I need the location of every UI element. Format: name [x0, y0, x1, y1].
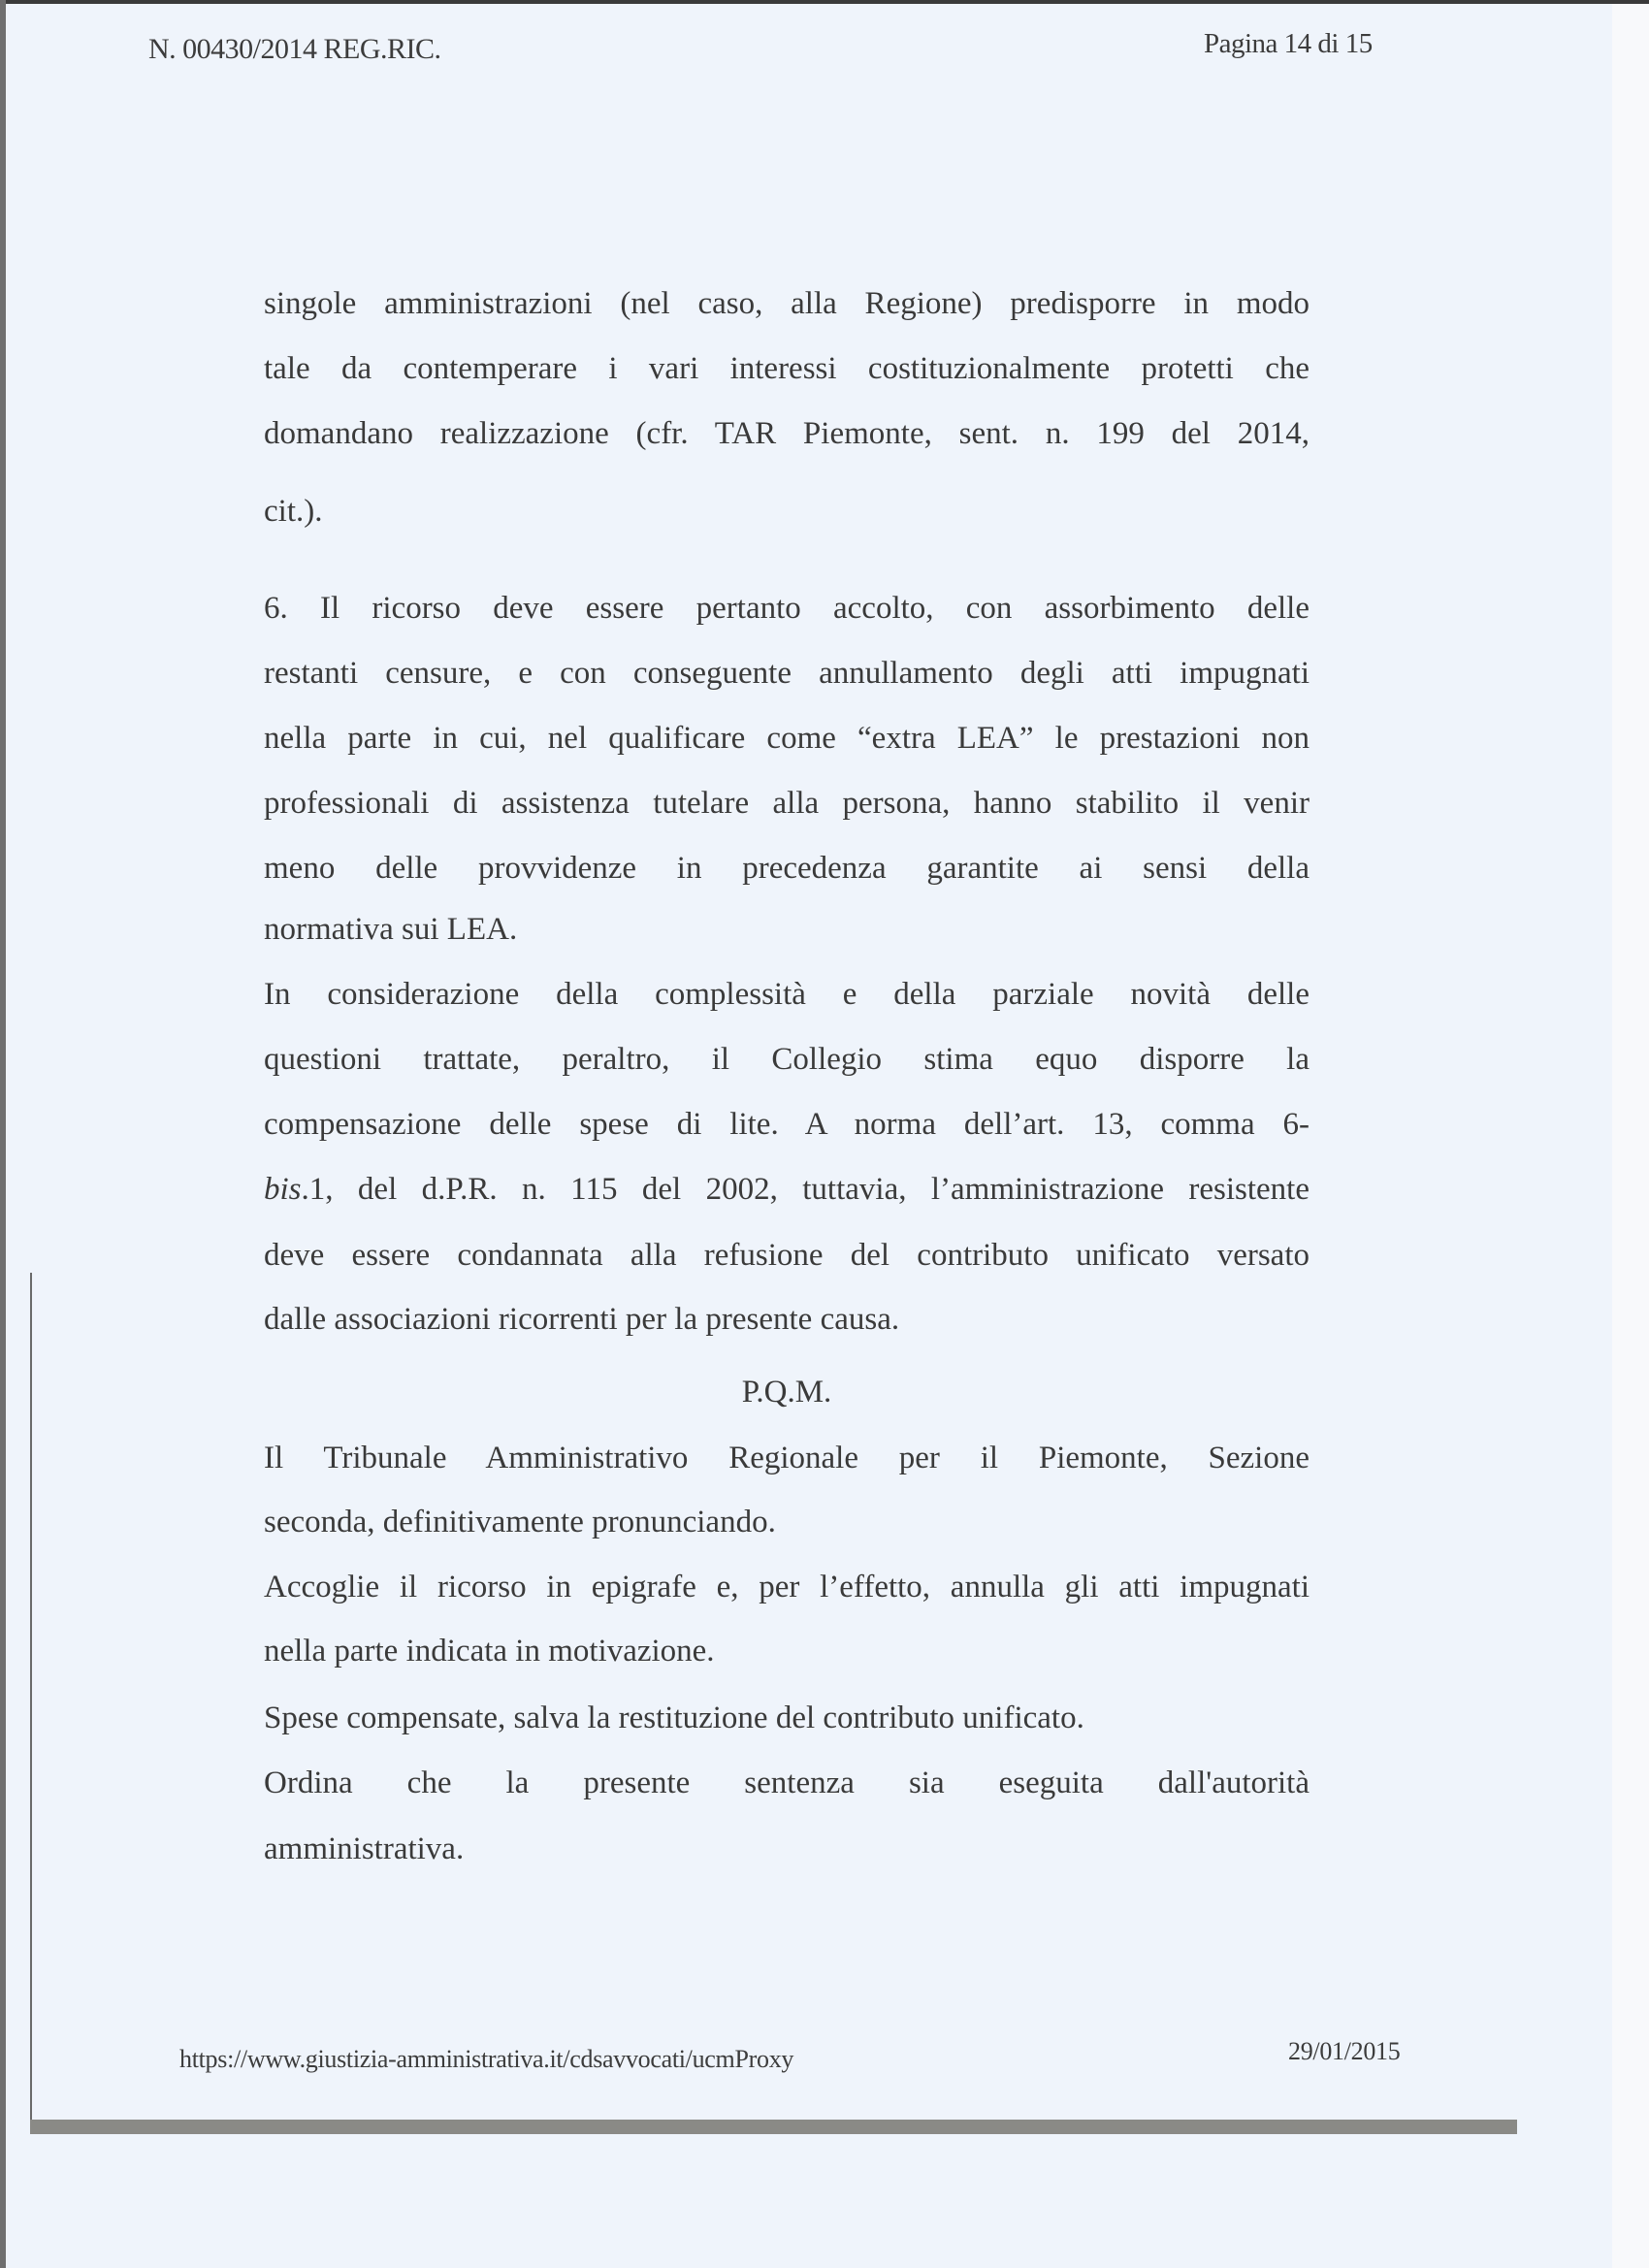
text-line: normativa sui LEA. — [264, 912, 518, 947]
pqm-heading: P.Q.M. — [741, 1375, 832, 1409]
text-line: Spese compensate, salva la restituzione del contributo unificato. — [264, 1701, 1084, 1735]
text-line: cit.). — [264, 494, 323, 529]
text-line: restanti censure, e con conseguente annullamento degli atti impugnati — [264, 656, 1310, 691]
text-line-rest: .1, del d.P.R. n. 115 del 2002, tuttavia, l’amministrazione resistente — [301, 1172, 1310, 1207]
print-frame-bottom-bar — [30, 2120, 1517, 2134]
text-line: tale da contemperare i vari interessi costituzionalmente protetti che — [264, 351, 1310, 386]
scan-top-edge — [0, 0, 1649, 4]
text-line: nella parte in cui, nel qualificare come “extra LEA” le prestazioni non — [264, 721, 1310, 756]
text-line: questioni trattate, peraltro, il Collegio stima equo disporre la — [264, 1042, 1310, 1077]
text-line: nella parte indicata in motivazione. — [264, 1634, 715, 1669]
print-date: 29/01/2015 — [1288, 2037, 1401, 2065]
text-line: professionali di assistenza tutelare alla persona, hanno stabilito il venir — [264, 786, 1310, 821]
print-frame-left-rule — [30, 1273, 32, 2130]
source-url: https://www.giustizia-amministrativa.it/cdsavvocati/ucmProxy — [179, 2045, 794, 2073]
case-number: N. 00430/2014 REG.RIC. — [148, 33, 441, 65]
italic-bis: bis — [264, 1172, 302, 1207]
text-line: amministrativa. — [264, 1831, 465, 1866]
text-line: 6. Il ricorso deve essere pertanto accolto, con assorbimento delle — [264, 591, 1310, 626]
text-line: domandano realizzazione (cfr. TAR Piemonte, sent. n. 199 del 2014, — [264, 416, 1310, 451]
scan-left-edge — [0, 0, 6, 2268]
text-line: deve essere condannata alla refusione del contributo unificato versato — [264, 1238, 1310, 1273]
text-line: Accoglie il ricorso in epigrafe e, per l’effetto, annulla gli atti impugnati — [264, 1570, 1310, 1604]
scan-margin-strip — [1612, 0, 1649, 2268]
text-line: Il Tribunale Amministrativo Regionale per il Piemonte, Sezione — [264, 1441, 1310, 1475]
page-indicator: Pagina 14 di 15 — [1204, 28, 1373, 59]
text-line: compensazione delle spese di lite. A norma dell’art. 13, comma 6- — [264, 1107, 1310, 1142]
text-line: In considerazione della complessità e della parziale novità delle — [264, 977, 1310, 1012]
text-line: meno delle provvidenze in precedenza garantite ai sensi della — [264, 851, 1310, 886]
text-line — [264, 1170, 1310, 1209]
text-line: singole amministrazioni (nel caso, alla Regione) predisporre in modo — [264, 286, 1310, 321]
text-line: Ordina che la presente sentenza sia eseguita dall'autorità — [264, 1766, 1310, 1800]
text-line: dalle associazioni ricorrenti per la presente causa. — [264, 1302, 900, 1337]
text-line: seconda, definitivamente pronunciando. — [264, 1505, 776, 1539]
